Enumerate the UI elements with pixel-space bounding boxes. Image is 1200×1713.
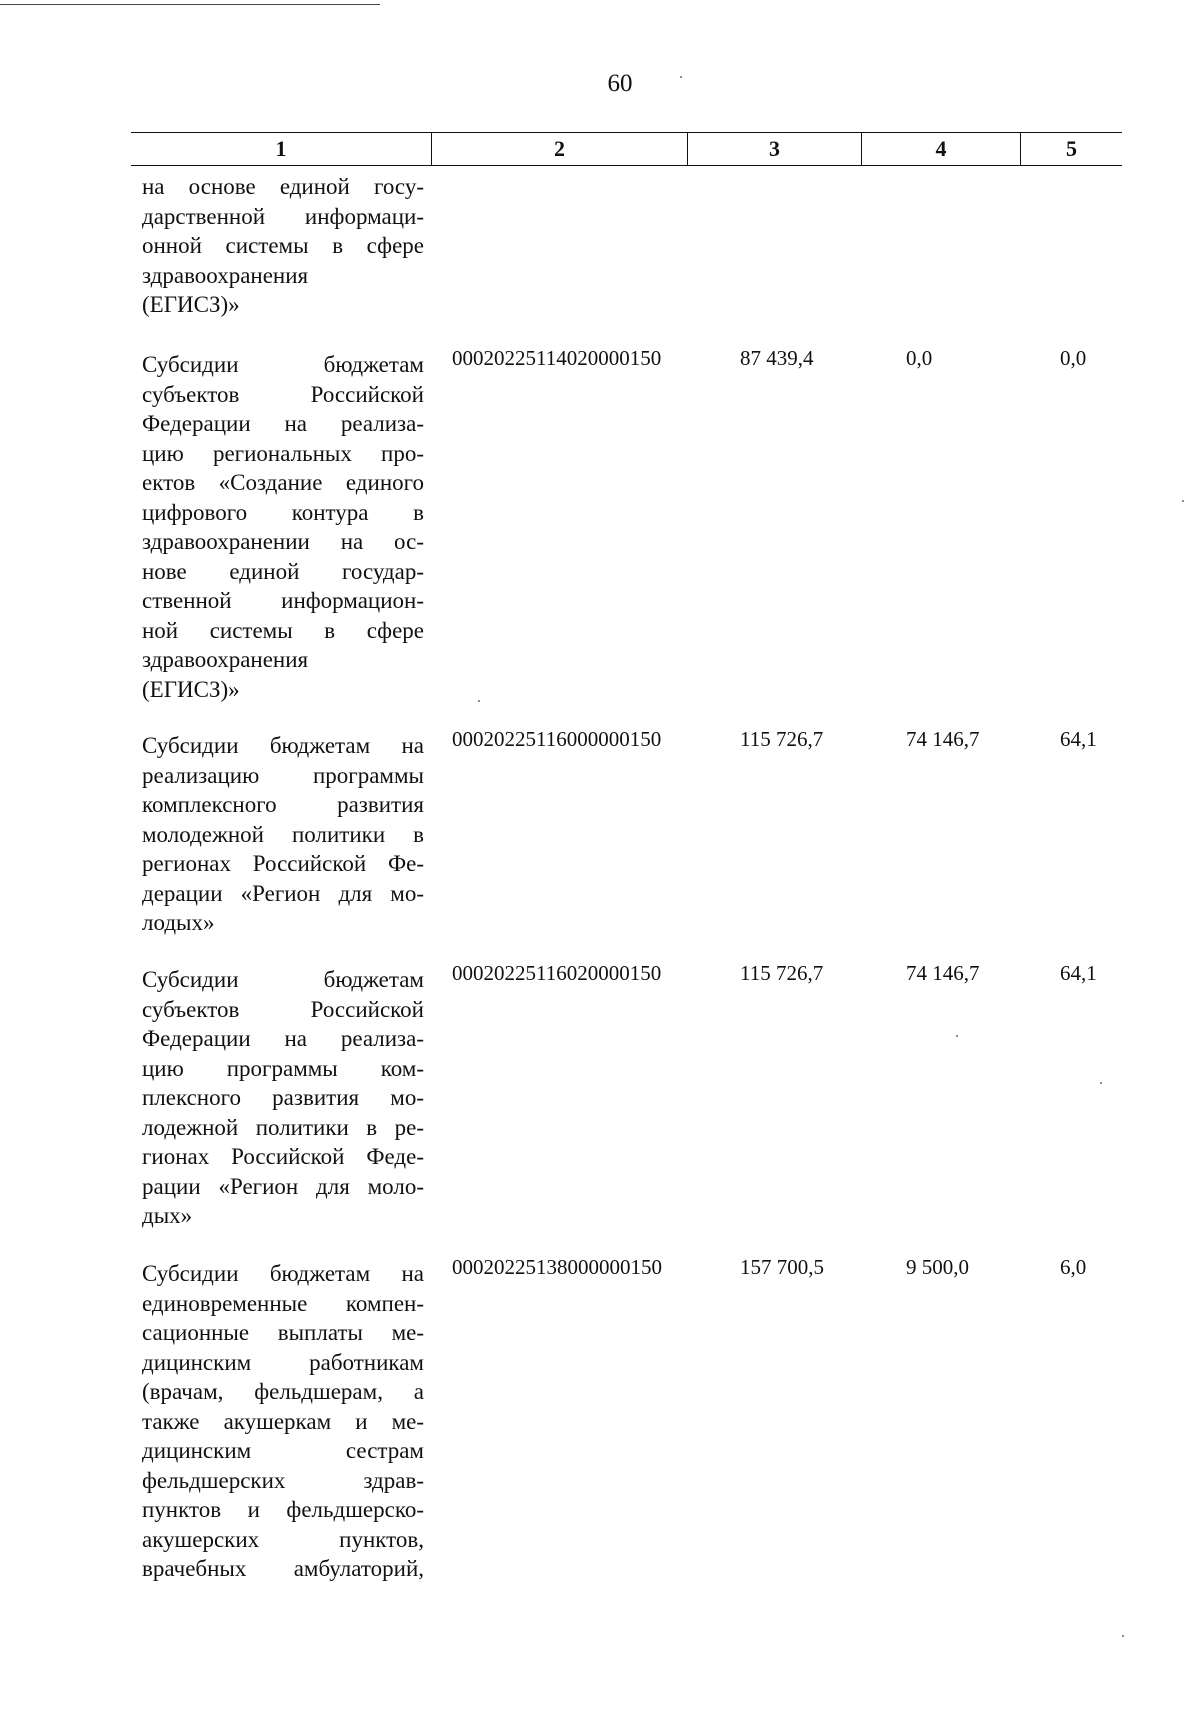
description-line: онной системы в сфере [142,233,424,258]
description-line: дых» [142,1203,193,1228]
value-col-5: 6,0 [1060,1255,1087,1279]
page-number: 60 [607,70,633,97]
description-line: также акушеркам и ме- [142,1408,424,1434]
description-line: ектов «Создание единого [142,470,424,495]
header-col-2: 2 [431,133,687,165]
description-line: реализацию программы [142,762,424,788]
description-line: Субсидии бюджетам на [142,733,424,758]
table-row-description [142,350,424,704]
description-line: здравоохранения [142,647,309,672]
description-line: фельдшерских здрав- [142,1467,424,1493]
table-row-description [142,172,424,320]
description-line: здравоохранения [142,262,309,288]
description-line: Субсидии бюджетам [142,352,424,377]
value-col-4: 0,0 [906,346,933,370]
description-line: дерации «Регион для мо- [142,880,424,906]
value-col-5: 64,1 [1060,961,1097,985]
description-line: (врачам, фельдшерам, а [142,1379,424,1404]
value-col-5: 0,0 [1060,346,1087,370]
description-line: Субсидии бюджетам [142,967,424,992]
table-row-description [142,731,424,938]
description-line: субъектов Российской [142,381,424,407]
scan-speck [956,1035,958,1037]
description-line: комплексного развития [142,792,424,817]
description-line: (ЕГИСЗ)» [142,292,240,317]
description-line: Федерации на реализа- [142,1026,424,1051]
budget-code: 00020225114020000150 [452,346,662,370]
budget-code: 00020225138000000150 [452,1255,662,1279]
scan-speck [680,76,682,78]
description-line: субъектов Российской [142,996,424,1022]
description-line: пунктов и фельдшерско- [142,1497,424,1522]
description-line: Субсидии бюджетам на [142,1261,424,1286]
value-col-3: 87 439,4 [740,346,814,370]
description-line: рации «Регион для моло- [142,1173,424,1199]
value-col-3: 157 700,5 [740,1255,824,1279]
description-line: единовременные компен- [142,1290,424,1316]
table-row-description [142,1259,424,1584]
scan-speck [478,700,480,702]
description-line: цифрового контура в [142,499,424,525]
description-line: гионах Российской Феде- [142,1144,424,1169]
description-line: акушерских пунктов, [142,1526,424,1552]
header-col-3: 3 [687,133,861,165]
scan-speck [1182,500,1184,502]
description-line: Федерации на реализа- [142,411,424,436]
description-line: плексного развития мо- [142,1085,424,1110]
table-header [131,132,1122,166]
value-col-3: 115 726,7 [740,727,824,751]
header-col-4: 4 [861,133,1020,165]
value-col-4: 74 146,7 [906,961,980,985]
description-line: лодых» [142,910,215,935]
budget-code: 00020225116020000150 [452,961,662,985]
scan-speck [1100,1082,1102,1084]
description-line: нове единой государ- [142,558,424,584]
description-line: молодежной политики в [142,821,424,847]
table-row-description [142,965,424,1231]
scan-edge-line [0,4,380,5]
description-line: здравоохранении на ос- [142,529,424,554]
description-line: цию программы ком- [142,1055,424,1081]
description-line: цию региональных про- [142,440,424,466]
description-line: сационные выплаты ме- [142,1320,424,1345]
budget-code: 00020225116000000150 [452,727,662,751]
description-line: ственной информацион- [142,588,424,613]
description-line: (ЕГИСЗ)» [142,676,240,702]
value-col-5: 64,1 [1060,727,1097,751]
description-line: на основе единой госу- [142,174,424,199]
description-line: регионах Российской Фе- [142,851,424,876]
header-col-5: 5 [1020,133,1122,165]
scan-speck [1122,1635,1124,1637]
value-col-4: 9 500,0 [906,1255,969,1279]
value-col-4: 74 146,7 [906,727,980,751]
description-line: дарственной информаци- [142,203,424,229]
description-line: дицинским работникам [142,1349,424,1375]
description-line: дицинским сестрам [142,1438,424,1463]
description-line: лодежной политики в ре- [142,1114,424,1140]
description-line: врачебных амбулаторий, [142,1556,424,1581]
header-col-1: 1 [275,136,287,161]
description-line: ной системы в сфере [142,617,424,643]
value-col-3: 115 726,7 [740,961,824,985]
